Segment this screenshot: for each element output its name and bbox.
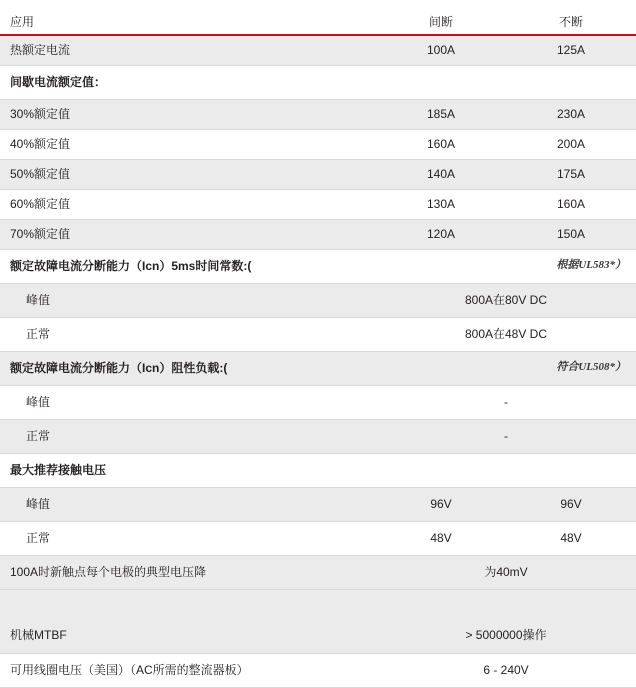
table-section-row	[0, 453, 636, 487]
row-value-intermittent: 185A	[376, 99, 506, 129]
row-label: 50%额定值	[0, 159, 376, 189]
row-label: 热额定电流	[0, 35, 376, 65]
table-row	[0, 283, 636, 317]
row-value-intermittent: 48V	[376, 521, 506, 555]
table-section-row	[0, 351, 636, 385]
row-value-continuous: 96V	[506, 487, 636, 521]
row-value-continuous: 230A	[506, 99, 636, 129]
section-label-cell	[0, 249, 636, 283]
table-row	[0, 65, 636, 99]
section-note: 根据UL583*）	[556, 258, 626, 271]
row-value-continuous: 200A	[506, 129, 636, 159]
row-value-continuous	[506, 65, 636, 99]
section-label-cell	[0, 351, 636, 385]
table-row	[0, 129, 636, 159]
header-application: 应用	[0, 0, 376, 35]
row-value-intermittent: 100A	[376, 35, 506, 65]
row-label: 峰值	[0, 487, 376, 521]
row-label: 70%额定值	[0, 219, 376, 249]
row-label: 正常	[0, 419, 376, 453]
row-label: 机械MTBF	[0, 619, 376, 653]
row-value-merged: > 5000000操作	[376, 619, 636, 653]
row-label: 正常	[0, 521, 376, 555]
row-value-continuous: 150A	[506, 219, 636, 249]
table-section-row	[0, 249, 636, 283]
header-continuous: 不断	[506, 0, 636, 35]
table-row	[0, 487, 636, 521]
table-row	[0, 35, 636, 65]
row-label: 最大推荐接触电压	[0, 453, 376, 487]
table-row	[0, 159, 636, 189]
row-label: 40%额定值	[0, 129, 376, 159]
row-label: 正常	[0, 317, 376, 351]
row-label: 峰值	[0, 283, 376, 317]
row-label: 额定故障电流分断能力（Icn）阻性负载:(	[10, 360, 228, 375]
row-value-merged: -	[376, 419, 636, 453]
table-row	[0, 219, 636, 249]
table-row	[0, 521, 636, 555]
row-label: 峰值	[0, 385, 376, 419]
row-label: 100A时新触点每个电极的典型电压降	[0, 555, 376, 589]
table-spacer-row	[0, 589, 636, 619]
row-label: 额定故障电流分断能力（Icn）5ms时间常数:(	[10, 258, 252, 273]
row-value-continuous: 160A	[506, 189, 636, 219]
row-label: 30%额定值	[0, 99, 376, 129]
table-row	[0, 555, 636, 589]
row-value-continuous: 175A	[506, 159, 636, 189]
row-value-merged: -	[376, 385, 636, 419]
table-row	[0, 619, 636, 653]
table-row	[0, 419, 636, 453]
row-value-intermittent: 140A	[376, 159, 506, 189]
row-value-merged: 为40mV	[376, 555, 636, 589]
row-value-intermittent	[376, 453, 506, 487]
spacer-cell	[0, 589, 636, 619]
row-value-intermittent	[376, 65, 506, 99]
table-row	[0, 317, 636, 351]
table-header-row	[0, 0, 636, 35]
table-row	[0, 99, 636, 129]
header-intermittent: 间断	[376, 0, 506, 35]
row-value-intermittent: 120A	[376, 219, 506, 249]
row-value-continuous	[506, 453, 636, 487]
row-label: 可用线圈电压（美国）（AC所需的整流器板）	[0, 653, 376, 687]
row-value-merged: 6 - 240V	[376, 653, 636, 687]
table-row	[0, 189, 636, 219]
row-value-continuous: 48V	[506, 521, 636, 555]
row-value-merged: 800A在48V DC	[376, 317, 636, 351]
section-note: 符合UL508*）	[556, 360, 626, 373]
row-value-intermittent: 160A	[376, 129, 506, 159]
row-value-continuous: 125A	[506, 35, 636, 65]
row-value-intermittent: 96V	[376, 487, 506, 521]
row-label: 间歇电流额定值：	[0, 65, 376, 99]
table-row	[0, 385, 636, 419]
row-label: 60%额定值	[0, 189, 376, 219]
row-value-intermittent: 130A	[376, 189, 506, 219]
row-value-merged: 800A在80V DC	[376, 283, 636, 317]
table-row	[0, 653, 636, 687]
